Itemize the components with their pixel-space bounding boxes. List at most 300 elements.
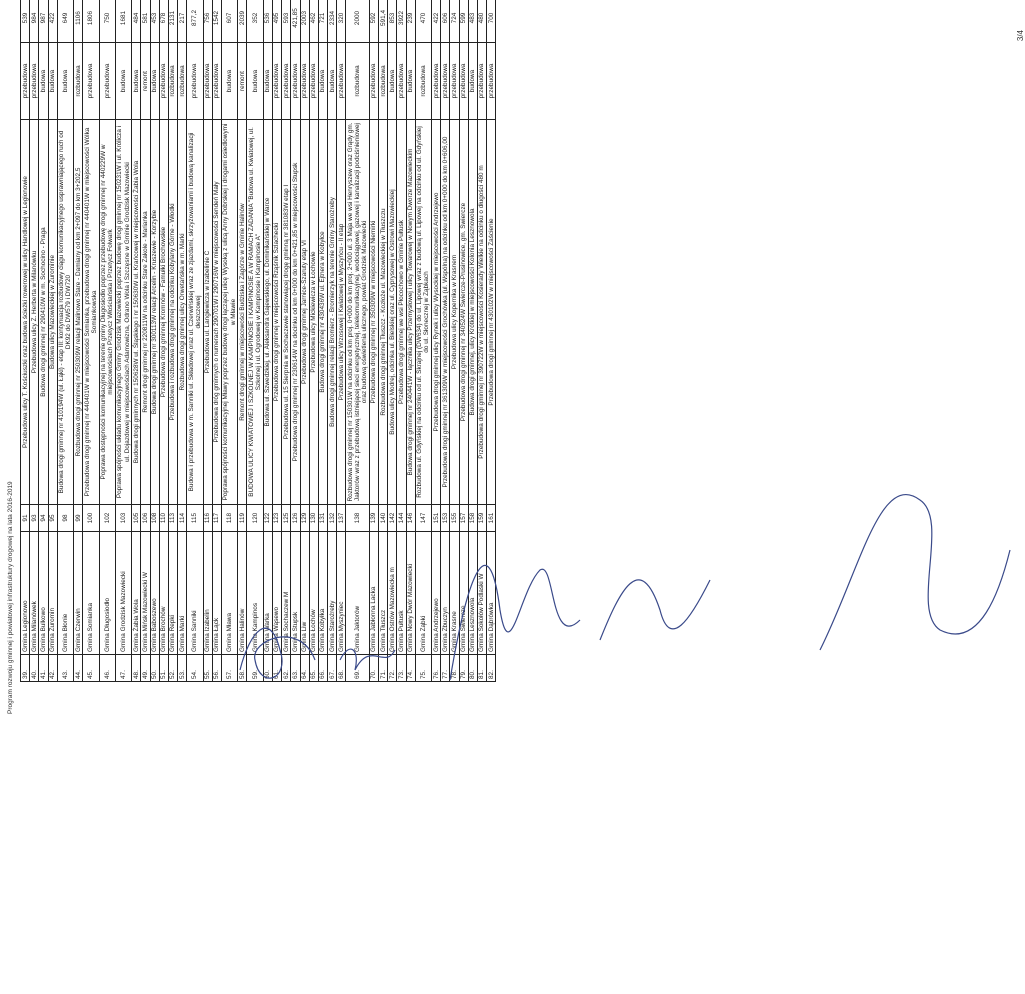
length-m: 217 — [178, 0, 187, 43]
work-type: przebudowa — [291, 43, 300, 120]
length-m: 2003 — [300, 0, 309, 43]
table-row — [318, 0, 327, 682]
task-description: Przebudowa drogi gminnej nr 440401W w miejscowości Somianka, przebudowa drogi gminnej nr 440401W w miejscowości Wólka Somiankowska — [83, 120, 99, 505]
work-type: przebudowa — [309, 43, 318, 120]
task-description: Przebudowa dróg gminnych o numerach 290701W i 290716W w miejscowości Sendeń Mały — [212, 120, 221, 505]
work-type: przebudowa — [397, 43, 406, 120]
application-id: 157 — [459, 505, 468, 532]
table-body — [21, 0, 496, 682]
length-m: 581 — [141, 0, 150, 43]
gmina-name: Gmina Repki — [168, 532, 177, 655]
gmina-name: Gmina Sochaczew M — [282, 532, 291, 655]
gmina-name: Gmina Żuromin — [48, 532, 57, 655]
length-m: 599 — [459, 0, 468, 43]
length-m: 1542 — [212, 0, 221, 43]
length-m: 700 — [487, 0, 496, 43]
row-number: 39. — [21, 655, 30, 682]
table-row — [477, 0, 486, 682]
application-id: 100 — [83, 505, 99, 532]
length-m: 470 — [415, 0, 431, 43]
application-id: 91 — [21, 505, 30, 532]
row-number: 41. — [39, 655, 48, 682]
length-m: 484 — [132, 0, 141, 43]
table-row — [300, 0, 309, 682]
application-id: 102 — [99, 505, 115, 532]
table-row — [272, 0, 281, 682]
task-description: Przebudowa ulicy Wrzosowej i Kwiatowej w Myszyńcu - II etap — [337, 120, 346, 505]
task-description: Przebudowa drogi gminnej nr 430102W w miejscowości Zaścienie — [487, 120, 496, 505]
gmina-name: Gmina Tłuszcz — [379, 532, 388, 655]
work-type: przebudowa — [187, 43, 203, 120]
application-id: 108 — [150, 505, 159, 532]
task-description: BUDOWA ULICY KWIATOWEJ I SZKOLNEJ W KAMPINOSIE I KAMPINOSIE A W RAMACH ZADANIA "Budowa ul. Kwiatowej, ul. Szkolnej i ul. Ogrodowej w Kampinosie i Kampinosie A" — [247, 120, 263, 505]
gmina-name: Gmina Długosiodło — [99, 532, 115, 655]
gmina-name: Gmina Wąsewo — [272, 532, 281, 655]
gmina-name: Gmina Stupsk — [291, 532, 300, 655]
gmina-name: Gmina Jaktorów — [346, 532, 370, 655]
row-number: 81. — [477, 655, 486, 682]
row-number: 59. — [247, 655, 263, 682]
gmina-name: Gmina Izabelin — [203, 532, 212, 655]
application-id: 122 — [263, 505, 272, 532]
table-row — [48, 0, 57, 682]
work-type: przebudowa — [212, 43, 221, 120]
application-id: 140 — [379, 505, 388, 532]
work-type: budowa — [57, 43, 73, 120]
application-id: 116 — [203, 505, 212, 532]
table-row — [212, 0, 221, 682]
task-description: Przebudowa drogi gminnej Jarnice-Szaruty etap VI — [300, 120, 309, 505]
work-type: przebudowa — [432, 43, 441, 120]
application-id: 153 — [441, 505, 450, 532]
table-row — [415, 0, 431, 682]
gmina-name: Gmina Ostrów Mazowiecka m — [388, 532, 397, 655]
table-container — [20, 4, 698, 994]
row-number: 65. — [309, 655, 318, 682]
application-id: 137 — [337, 505, 346, 532]
length-m: 877,2 — [187, 0, 203, 43]
application-id: 118 — [221, 505, 237, 532]
length-m: 2039 — [238, 0, 247, 43]
row-number: 73. — [397, 655, 406, 682]
length-m: 239 — [406, 0, 415, 43]
work-type: przebudowa — [369, 43, 378, 120]
task-description: Budowa i przebudowa w m. Sanniki ul. Składowej oraz ul. Czerwińskiej wraz ze zjazdami, skrzyżowaniami i budową kanalizacji deszczowej — [187, 120, 203, 505]
work-type: budowa — [468, 43, 477, 120]
row-number: 67. — [328, 655, 337, 682]
task-description: Budowa drogi gminnej nr 290410W w m. Sochocino - Praga — [39, 120, 48, 505]
work-type: przebudowa — [159, 43, 168, 120]
application-id: 158 — [468, 505, 477, 532]
gmina-name: Gmina Liw — [300, 532, 309, 655]
table-row — [221, 0, 237, 682]
table-row — [30, 0, 39, 682]
task-description: Rozbudowa drogi gminnej nr 150301W na odcinku od km proj. 0+000 do km proj. 2+000 ul. 3 Maja we wsi Henryszew oraz Grądy gm. Jaktorów wraz z przebudową istniejącej sieci energetycznej, telekomunikacyjnej, wodociągowej, gazowej i kanalizacji podciśnieniowej oraz budową oświetlenia ulicznego, powiat Grodzisk Mazowiecki — [346, 120, 370, 505]
table-row — [282, 0, 291, 682]
row-number: 49. — [141, 655, 150, 682]
length-m: 421,85 — [291, 0, 300, 43]
task-description: Budowa drogi gminnej nr 410194W (ul. Łąki) - etap III: kontynuacja rozbudowy ciągu komunikacyjnego usprawniającego ruch od DK92 do DW579 i DW720 — [57, 120, 73, 505]
task-description: Budowa ul. Szwedzkiej, ul. Aleksandra Gajewskiego, ul. Dominikańskiej w Warce — [263, 120, 272, 505]
length-m: 607 — [221, 0, 237, 43]
task-description: Przebudowa drogi gminnej nr 350309W w miejscowości Niemirki — [369, 120, 378, 505]
work-type: budowa — [328, 43, 337, 120]
work-type: rozbudowa — [415, 43, 431, 120]
work-type: budowa — [221, 43, 237, 120]
length-m: 592 — [369, 0, 378, 43]
row-number: 80. — [468, 655, 477, 682]
length-m: 853 — [388, 0, 397, 43]
work-type: remont — [141, 43, 150, 120]
table-row — [337, 0, 346, 682]
length-m: 721 — [318, 0, 327, 43]
application-id: 125 — [282, 505, 291, 532]
table-row — [309, 0, 318, 682]
row-number: 48. — [132, 655, 141, 682]
application-id: 93 — [30, 505, 39, 532]
length-m: 593 — [282, 0, 291, 43]
task-description: Przebudowa drogi gminnej nr 340524W Świercze-Prusinowice, gm. Świercze — [459, 120, 468, 505]
application-id: 103 — [115, 505, 131, 532]
row-number: 77. — [441, 655, 450, 682]
row-number: 71. — [379, 655, 388, 682]
length-m: 2000 — [346, 0, 370, 43]
table-row — [39, 0, 48, 682]
gmina-name: Gmina Ząbki — [415, 532, 431, 655]
footer-text: Program rozwoju gminnej i powiatowej infrastruktury drogowej na lata 2016-2019 — [7, 481, 14, 714]
row-number: 72. — [388, 655, 397, 682]
footer — [4, 384, 18, 714]
application-id: 147 — [415, 505, 431, 532]
gmina-name: Gmina Milanówek — [30, 532, 39, 655]
application-id: 98 — [57, 505, 73, 532]
row-number: 46. — [99, 655, 115, 682]
gmina-name: Gmina Nowy Dwór Mazowiecki — [406, 532, 415, 655]
gmina-name: Gmina Czerwin — [74, 532, 83, 655]
work-type: przebudowa — [99, 43, 115, 120]
length-m: 750 — [99, 0, 115, 43]
table-row — [406, 0, 415, 682]
application-id: 119 — [238, 505, 247, 532]
table-row — [115, 0, 131, 682]
table-row — [388, 0, 397, 682]
table-row — [450, 0, 459, 682]
task-description: Rozbudowa drogi gminnej nr 250309W relacji Malinowo Stare - Damiany od km 2+097 do km 3+202,5 — [74, 120, 83, 505]
work-type: budowa — [247, 43, 263, 120]
application-id: 126 — [291, 505, 300, 532]
work-type: rozbudowa — [168, 43, 177, 120]
row-number: 79. — [459, 655, 468, 682]
task-description: Przebudowa drogi gminnej Kromnów - Famułki Brochowskie — [159, 120, 168, 505]
application-id: 161 — [487, 505, 496, 532]
table-row — [379, 0, 388, 682]
application-id: 142 — [388, 505, 397, 532]
table-row — [21, 0, 30, 682]
length-m: 352 — [247, 0, 263, 43]
task-description: Przebudowa ulicy Z. Herberta w Milanówku — [30, 120, 39, 505]
task-description: Budowa drogi gminnej nr 240441W - łącznika ulicy Przemysłowej i ulicy Towarowej w Nowym Dworze Mazowieckim — [406, 120, 415, 505]
row-number: 55. — [203, 655, 212, 682]
task-description: Przebudowa drogi gminnej ulicy Rynek i ulicy Wysockiej w miejscowości Andrzejewo — [432, 120, 441, 505]
work-type: przebudowa — [487, 43, 496, 120]
table-row — [141, 0, 150, 682]
table-row — [57, 0, 73, 682]
table-row — [159, 0, 168, 682]
gmina-name: Gmina Brochów — [159, 532, 168, 655]
table-row — [459, 0, 468, 682]
row-number: 82. — [487, 655, 496, 682]
length-m: 422 — [48, 0, 57, 43]
application-id: 120 — [247, 505, 263, 532]
task-description: Rozbudowa ul. Gdyńskiej na odcinku od ul. Skrajnej (DW634) do ul. Lipowej wraz z budową ul. Lipowej na odcinku od ul. Gdyńskiej do ul. Słonecznej w Ząbkach — [415, 120, 431, 505]
application-id: 146 — [406, 505, 415, 532]
task-description: Budowa drogi gminnej, ulicy Krótkiej w miejscowości Kolonia Lesznowola — [468, 120, 477, 505]
task-description: Budowa drogi gminnej nr 430436W ul. Ejtnera w Kobyłce — [318, 120, 327, 505]
table-row — [178, 0, 187, 682]
rotated-table-wrap — [20, 4, 1010, 682]
length-m: 591,4 — [379, 0, 388, 43]
table-row — [441, 0, 450, 682]
table-row — [150, 0, 159, 682]
task-description: Budowa ulicy Mazowieckiej w Żurominie — [48, 120, 57, 505]
work-type: budowa — [39, 43, 48, 120]
application-id: 113 — [168, 505, 177, 532]
work-type: rozbudowa — [346, 43, 370, 120]
work-type: budowa — [318, 43, 327, 120]
work-type: przebudowa — [83, 43, 99, 120]
length-m: 987 — [39, 0, 48, 43]
table-row — [468, 0, 477, 682]
row-number: 66. — [318, 655, 327, 682]
gmina-name: Gmina Sokołów Podlaski W — [477, 532, 486, 655]
work-type: przebudowa — [30, 43, 39, 120]
task-description: Poprawa dostępności komunikacyjnej na terenie gminy Długosiodło poprzez przebudowę drogi gminnej nr 440229W w miejscowościach Przetycz Włościańska i Przetycz Folwark — [99, 120, 115, 505]
gmina-name: Gmina Łąck — [212, 532, 221, 655]
task-description: Przebudowa ul. Langiewicza w Izabelinie C — [203, 120, 212, 505]
task-description: Budowa drogi gminnej relacji Bromierz - Bromierzyk na terenie Gminy Starożreby — [328, 120, 337, 505]
length-m: 320 — [337, 0, 346, 43]
table-row — [346, 0, 370, 682]
work-type: przebudowa — [203, 43, 212, 120]
application-id: 110 — [159, 505, 168, 532]
work-type: remont — [238, 43, 247, 120]
gmina-name: Gmina Bulkowo — [39, 532, 48, 655]
application-id: 139 — [369, 505, 378, 532]
row-number: 74. — [406, 655, 415, 682]
row-number: 64. — [300, 655, 309, 682]
application-id: 130 — [309, 505, 318, 532]
table-row — [99, 0, 115, 682]
row-number: 57. — [221, 655, 237, 682]
task-description: Przebudowa drogi gminnej nr 230614W na docinku od km 0+000 do km 0+421,85 w miejscowości Stupsk — [291, 120, 300, 505]
work-type: przebudowa — [441, 43, 450, 120]
length-m: 536 — [263, 0, 272, 43]
gmina-name: Gmina Starożreby — [328, 532, 337, 655]
work-type: przebudowa — [282, 43, 291, 120]
row-number: 62. — [282, 655, 291, 682]
work-type: przebudowa — [459, 43, 468, 120]
table-row — [168, 0, 177, 682]
table-row — [487, 0, 496, 682]
gmina-name: Gmina Zbuczyn — [441, 532, 450, 655]
table-row — [397, 0, 406, 682]
length-m: 2334 — [328, 0, 337, 43]
length-m: 756 — [203, 0, 212, 43]
table-row — [247, 0, 263, 682]
work-type: budowa — [132, 43, 141, 120]
gmina-name: Gmina Marki — [178, 532, 187, 655]
task-description: Rozbudowa drogi gminnej ulicy Orwetańska w m. Marki — [178, 120, 187, 505]
work-type: rozbudowa — [74, 43, 83, 120]
row-number: 53. — [178, 655, 187, 682]
work-type: budowa — [115, 43, 131, 120]
length-m: 462 — [309, 0, 318, 43]
task-description: Przebudowa ulicy Kopernika w Krasnem — [450, 120, 459, 505]
work-type: przebudowa — [450, 43, 459, 120]
gmina-name: Gmina Warka — [263, 532, 272, 655]
work-type: przebudowa — [272, 43, 281, 120]
table-row — [328, 0, 337, 682]
length-m: 678 — [159, 0, 168, 43]
application-id: 106 — [141, 505, 150, 532]
work-type: przebudowa — [477, 43, 486, 120]
task-description: Przebudowa i rozbudowa drogi gminnej na odcinku Kobylany Górne - Włodki — [168, 120, 177, 505]
row-number: 68. — [337, 655, 346, 682]
application-id: 151 — [432, 505, 441, 532]
task-description: Przebudowa ulicy T. Kościuszki oraz budowa ścieżki rowerowej w ulicy Handlowej w Legionowie — [21, 120, 30, 505]
application-id: 94 — [39, 505, 48, 532]
application-id: 123 — [272, 505, 281, 532]
task-description: Budowa ulicy Modrej, odcinka ul. Bielskiej oraz ul. Cyprysowej w Ostrowi Mazowieckiej — [388, 120, 397, 505]
gmina-name: Gmina Świercze — [459, 532, 468, 655]
gmina-name: Gmina Andrzejewo — [432, 532, 441, 655]
task-description: Poprawa spójności komunikacyjnej Mławy poprzez budowę drogi łączącej ulicę Wysoką z ulicą Anny Dobrskiej i drogami osiedlowymi w Mławie — [221, 120, 237, 505]
work-type: przebudowa — [21, 43, 30, 120]
gmina-name: Gmina Legionowo — [21, 532, 30, 655]
table-row — [74, 0, 83, 682]
application-id: 159 — [477, 505, 486, 532]
length-m: 1106 — [74, 0, 83, 43]
row-number: 69. — [346, 655, 370, 682]
table-row — [432, 0, 441, 682]
length-m: 495 — [272, 0, 281, 43]
task-description: Przebudowa drogi gminnej we wsi Płocochowo w Gminie Pułtusk — [397, 120, 406, 505]
gmina-name: Gmina Żabia Wola — [132, 532, 141, 655]
application-id: 144 — [397, 505, 406, 532]
row-number: 52. — [168, 655, 177, 682]
work-type: przebudowa — [300, 43, 309, 120]
length-m: 2131 — [168, 0, 177, 43]
page-number: 3/4 — [1016, 30, 1025, 42]
gmina-name: Gmina Mława — [221, 532, 237, 655]
application-id: 115 — [187, 505, 203, 532]
row-number: 51. — [159, 655, 168, 682]
table-row — [187, 0, 203, 682]
row-number: 76. — [432, 655, 441, 682]
row-number: 60. — [263, 655, 272, 682]
row-number: 56. — [212, 655, 221, 682]
length-m: 3922 — [397, 0, 406, 43]
gmina-name: Gmina Kobyłka — [318, 532, 327, 655]
work-type: rozbudowa — [379, 43, 388, 120]
task-description: Budowa drogi gminnej nr 300113W relacji Arcelin - Kruszewie - Korzybie — [150, 120, 159, 505]
row-number: 61. — [272, 655, 281, 682]
row-number: 45. — [83, 655, 99, 682]
length-m: 422 — [432, 0, 441, 43]
application-id: 95 — [48, 505, 57, 532]
task-description: Rozbudowa drogi gminnej Tłuszcz - Kozłoże ul. Mazowieckiej w Tłuszczu — [379, 120, 388, 505]
table-row — [238, 0, 247, 682]
row-number: 42. — [48, 655, 57, 682]
task-description: Przebudowa drogi gminnej w miejscowości Rząśnik Szlachecki — [272, 120, 281, 505]
row-number: 50. — [150, 655, 159, 682]
length-m: 483 — [468, 0, 477, 43]
application-id: 105 — [132, 505, 141, 532]
table-row — [203, 0, 212, 682]
gmina-name: Gmina Baboszewo — [150, 532, 159, 655]
task-description: Przebudowa ulicy Mickiewicza w Łochowie — [309, 120, 318, 505]
investment-table — [20, 0, 496, 682]
row-number: 54. — [187, 655, 203, 682]
gmina-name: Gmina Sanniki — [187, 532, 203, 655]
gmina-name: Gmina Krasne — [450, 532, 459, 655]
gmina-name: Gmina Pułtusk — [397, 532, 406, 655]
work-type: budowa — [48, 43, 57, 120]
length-m: 724 — [450, 0, 459, 43]
gmina-name: Gmina Mińsk Mazowiecki W — [141, 532, 150, 655]
length-m: 453 — [150, 0, 159, 43]
table-row — [132, 0, 141, 682]
row-number: 47. — [115, 655, 131, 682]
task-description: Remont drogi gminnej w miejscowości Budziska i Zagórze w Gminie Halinów — [238, 120, 247, 505]
gmina-name: Gmina Błonie — [57, 532, 73, 655]
work-type: rozbudowa — [178, 43, 187, 120]
table-row — [263, 0, 272, 682]
application-id: 99 — [74, 505, 83, 532]
gmina-name: Gmina Halinów — [238, 532, 247, 655]
length-m: 649 — [57, 0, 73, 43]
row-number: 75. — [415, 655, 431, 682]
table-row — [369, 0, 378, 682]
work-type: budowa — [388, 43, 397, 120]
task-description: Przebudowa ul. 15 Sierpnia w Sochaczewie stanowiącej drogę gminną nr 381083W etap I — [282, 120, 291, 505]
application-id: 114 — [178, 505, 187, 532]
table-row — [291, 0, 300, 682]
row-number: 43. — [57, 655, 73, 682]
length-m: 539 — [21, 0, 30, 43]
length-m: 606 — [441, 0, 450, 43]
gmina-name: Gmina Jabłonna Lacka — [369, 532, 378, 655]
length-m: 480 — [477, 0, 486, 43]
application-id: 129 — [300, 505, 309, 532]
row-number: 63. — [291, 655, 300, 682]
gmina-name: Gmina Kampinos — [247, 532, 263, 655]
application-id: 155 — [450, 505, 459, 532]
work-type: przebudowa — [337, 43, 346, 120]
row-number: 40. — [30, 655, 39, 682]
table-row — [83, 0, 99, 682]
task-description: Poprawa spójności układu komunikacyjnego Gminy Grodzisk Mazowiecki poprzez budowę drogi gminnej nr 150231W i ul. Królicza i ul. Dojazdowej w miejscowościach Adamowizna, Odrano Wola i Szczęsne w Gminie Grodzisk Mazowiecki — [115, 120, 131, 505]
row-number: 44. — [74, 655, 83, 682]
gmina-name: Gmina Myszyniec — [337, 532, 346, 655]
work-type: budowa — [150, 43, 159, 120]
task-description: Budowa drogi gminnych nr 150628W ul. Śląskiego i nr 150630W ul. Krańcowej w miejscowości Żabia Wola — [132, 120, 141, 505]
gmina-name: Gmina Łochów — [309, 532, 318, 655]
application-id: 131 — [318, 505, 327, 532]
length-m: 984 — [30, 0, 39, 43]
task-description: Remont drogi gminnej nr 220811W na odcinku Stare Zakole - Marianka — [141, 120, 150, 505]
application-id: 132 — [328, 505, 337, 532]
